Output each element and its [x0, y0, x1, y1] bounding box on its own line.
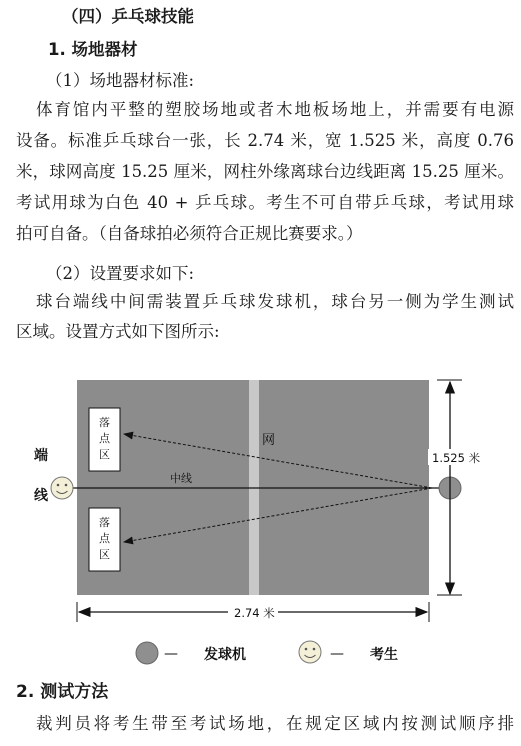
- subsection-title-test-method: 2. 测试方法: [16, 682, 109, 702]
- paragraph-line: 考试用球为白色 40 + 乒乓球。考生不可自带乒乓球，考试用球: [16, 193, 514, 212]
- net-label: 网: [262, 433, 276, 448]
- legend-machine-icon: [136, 642, 158, 664]
- landing-zone-bottom-label: 点: [99, 532, 110, 545]
- width-label: 1.525 米: [432, 451, 481, 465]
- landing-zone-top-label: 区: [99, 448, 110, 461]
- legend-examinee-icon: [299, 641, 321, 663]
- paragraph-line: 球台端线中间需装置乒乓球发球机，球台另一侧为学生测试: [36, 292, 514, 311]
- paragraph-line: 区域。设置方式如下图所示:: [16, 322, 220, 341]
- paragraph-line: 裁判员将考生带至考试场地，在规定区域内按测试顺序排: [36, 714, 514, 733]
- center-line-label: 中线: [170, 472, 192, 485]
- landing-zone-bottom-label: 落: [99, 516, 110, 529]
- paragraph-line: 体育馆内平整的塑胶场地或者木地板场地上，并需要有电源: [36, 100, 514, 119]
- legend-examinee-label: 考生: [370, 647, 398, 663]
- paragraph-line: 拍可自备。（自备球拍必须符合正规比赛要求。）: [16, 224, 363, 243]
- item-setup-requirements: （2）设置要求如下:: [46, 264, 195, 283]
- end-line-label: 端: [34, 448, 48, 464]
- examinee-icon: [51, 477, 73, 499]
- table-setup-diagram: [0, 352, 521, 682]
- subsection-title-venue: 1. 场地器材: [48, 40, 138, 59]
- length-label: 2.74 米: [234, 606, 275, 620]
- legend-dash: —: [330, 646, 344, 662]
- paragraph-line: 设备。标准乒乓球台一张，长 2.74 米，宽 1.525 米，高度 0.76: [16, 131, 514, 150]
- end-line-label: 线: [34, 488, 48, 504]
- paragraph-line: 米，球网高度 15.25 厘米，网柱外缘离球台边线距离 15.25 厘米。: [16, 162, 514, 181]
- landing-zone-top-label: 落: [99, 416, 110, 429]
- landing-zone-bottom-label: 区: [99, 548, 110, 561]
- item-venue-standard: （1）场地器材标准:: [46, 71, 195, 90]
- section-title: （四）乒乓球技能: [62, 7, 194, 26]
- legend-machine-label: 发球机: [204, 647, 246, 663]
- legend-dash: —: [164, 646, 178, 662]
- landing-zone-top-label: 点: [99, 432, 110, 445]
